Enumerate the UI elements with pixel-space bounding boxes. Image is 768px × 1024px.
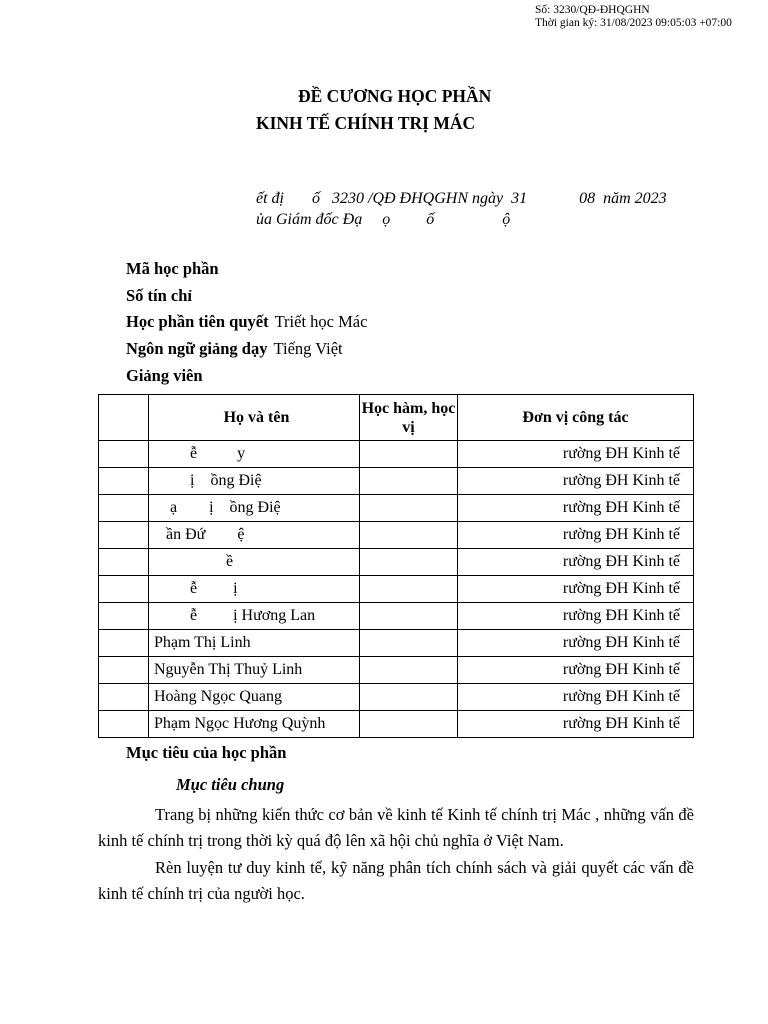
language-field [126,339,343,359]
row-index-cell [99,630,149,657]
signing-time: Thời gian ký: 31/08/2023 09:05:03 +07:00 [535,17,732,29]
row-degree-cell [360,630,458,657]
course-title: KINH TẾ CHÍNH TRỊ MÁC [256,113,476,133]
lecturers-label: Giảng viên [126,366,203,385]
row-unit-cell: rường ĐH Kinh tế [458,441,694,468]
lecturers-field [126,366,203,386]
row-degree-cell [360,711,458,738]
objectives-heading: Mục tiêu của học phần [126,743,287,762]
row-unit-cell: rường ĐH Kinh tế [458,495,694,522]
row-unit-cell: rường ĐH Kinh tế [458,684,694,711]
row-index-cell [99,495,149,522]
course-code-label: Mã học phần [126,259,219,278]
table-row [99,468,694,495]
row-degree-cell [360,441,458,468]
table-header-row [99,395,694,441]
table-row [99,603,694,630]
row-unit-cell: rường ĐH Kinh tế [458,711,694,738]
signature-stamp [535,4,732,30]
course-code-field [126,259,219,279]
table-row [99,657,694,684]
table-row [99,576,694,603]
col-header-name: Họ và tên [149,395,360,441]
col-header-degree: Học hàm, học vị [360,395,458,441]
row-index-cell [99,603,149,630]
row-name-cell: Phạm Ngọc Hương Quỳnh [149,711,360,738]
row-index-cell [99,441,149,468]
row-name-cell: ề [149,549,360,576]
document-number: Số: 3230/QĐ-ĐHQGHN [535,4,650,16]
row-name-cell: ạ ị ồng Điệ [149,495,360,522]
prerequisite-label: Học phần tiên quyết [126,312,269,331]
row-name-cell: Phạm Thị Linh [149,630,360,657]
row-degree-cell [360,495,458,522]
table-row [99,549,694,576]
row-name-cell: Nguyễn Thị Thuỷ Linh [149,657,360,684]
table-row [99,522,694,549]
language-label: Ngôn ngữ giảng dạy [126,339,268,358]
col-header-unit: Đơn vị công tác [458,395,694,441]
prerequisite-value: Triết học Mác [274,312,368,331]
row-unit-cell: rường ĐH Kinh tế [458,630,694,657]
row-degree-cell [360,549,458,576]
row-degree-cell [360,684,458,711]
credits-field [126,286,192,306]
row-name-cell: Hoàng Ngọc Quang [149,684,360,711]
table-row [99,684,694,711]
lecturers-table-body [99,441,694,738]
row-unit-cell: rường ĐH Kinh tế [458,522,694,549]
credits-label: Số tín chỉ [126,286,193,305]
row-index-cell [99,549,149,576]
row-degree-cell [360,468,458,495]
row-index-cell [99,468,149,495]
table-row [99,630,694,657]
row-degree-cell [360,603,458,630]
row-name-cell: ễ ị [149,576,360,603]
table-row [99,441,694,468]
general-objective-heading: Mục tiêu chung [176,775,285,794]
row-name-cell: ần Đứ ệ [149,522,360,549]
row-unit-cell: rường ĐH Kinh tế [458,468,694,495]
row-degree-cell [360,522,458,549]
row-name-cell: ễ y [149,441,360,468]
document-title: ĐỀ CƯƠNG HỌC PHẦN [298,86,492,106]
row-index-cell [99,576,149,603]
table-row [99,495,694,522]
col-header-index [99,395,149,441]
row-index-cell [99,711,149,738]
row-name-cell: ị ồng Điệ [149,468,360,495]
row-index-cell [99,657,149,684]
decision-line-1: ết đị ố 3230 /QĐ ĐHQGHN ngày 31 08 năm 2023 [256,190,667,207]
row-unit-cell: rường ĐH Kinh tế [458,657,694,684]
lecturers-table [98,394,694,738]
row-degree-cell [360,657,458,684]
objective-paragraph-1: Trang bị những kiến thức cơ bản về kinh tế Kinh tế chính trị Mác , những vấn đề kinh tế chính trị trong thời kỳ quá độ lên xã hội chủ nghĩa ở Việt Nam. [98,805,694,850]
row-unit-cell: rường ĐH Kinh tế [458,576,694,603]
row-name-cell: ễ ị Hương Lan [149,603,360,630]
table-row [99,711,694,738]
language-value: Tiếng Việt [273,339,343,358]
prerequisite-field [126,312,367,332]
row-index-cell [99,684,149,711]
row-index-cell [99,522,149,549]
decision-line-2: ủa Giám đốc Đạ ọ ố ộ [256,211,511,228]
row-degree-cell [360,576,458,603]
objective-paragraph-2: Rèn luyện tư duy kinh tế, kỹ năng phân tích chính sách và giải quyết các vấn đề kinh tế chính trị của người học. [98,858,694,903]
row-unit-cell: rường ĐH Kinh tế [458,549,694,576]
row-unit-cell: rường ĐH Kinh tế [458,603,694,630]
